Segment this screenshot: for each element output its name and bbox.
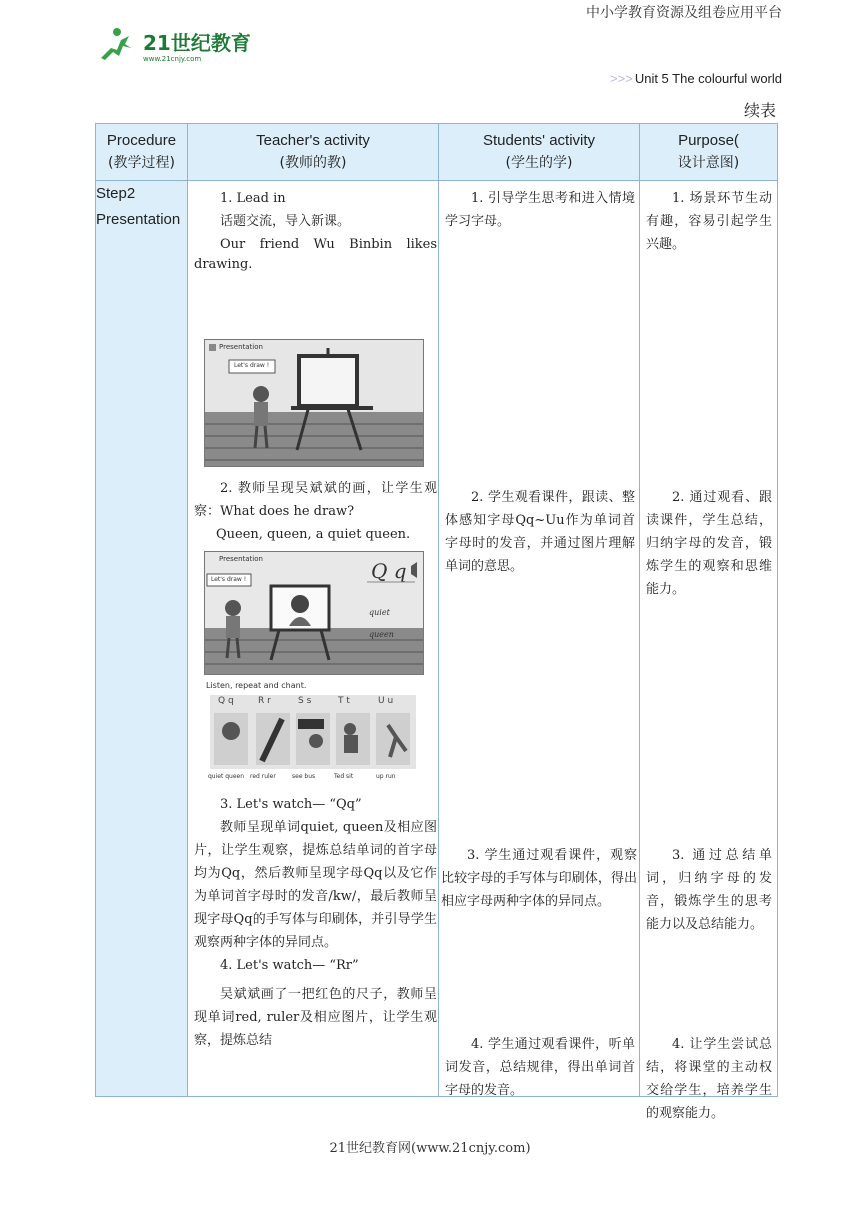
- unit-arrows: >>>: [610, 71, 633, 86]
- unit-title: [610, 71, 782, 86]
- presentation-image-1: [204, 339, 424, 467]
- img2-word-quiet: quiet: [369, 608, 390, 617]
- img1-bubble: Let's draw !: [234, 362, 270, 369]
- purpose-cell: [640, 181, 778, 1121]
- header-purpose: Purpose( 设计意图): [640, 124, 778, 181]
- chant-word: up run: [376, 773, 396, 780]
- page-footer: 21世纪教育网(www.21cnjy.com): [329, 1141, 531, 1156]
- show-picture-text: 2. 教师呈现吴斌斌的画，让学生观察：What does he draw?: [194, 481, 437, 519]
- chant-word: Ted sit: [334, 773, 354, 780]
- chant-letter: R r: [258, 696, 271, 706]
- chant-letter: S s: [298, 696, 312, 706]
- purpose-step-4: 4. 让学生尝试总结，将课堂的主动权交给学生，培养学生的观察能力。: [646, 1037, 772, 1121]
- header-teacher: Teacher's activity (教师的教): [188, 124, 439, 181]
- watch-q-body: 教师呈现单词quiet, queen及相应图片，让学生观察，提炼总结单词的首字母均为Qq，然后教师呈现字母Qq以及它作为单词首字母时的发音/kw/，最后教师呈现字母Qq的手写体与印刷体，并引导学生观察两种字体的异同点。: [194, 820, 437, 950]
- unit-title-text: Unit 5 The colourful world: [634, 71, 782, 86]
- img1-tag: Presentation: [219, 343, 263, 351]
- step-cell: Step2 Presentation: [96, 181, 188, 1097]
- svg-text:Q q: Q q: [371, 559, 407, 583]
- students-step-1: 1. 引导学生思考和进入情境学习字母。: [445, 191, 635, 229]
- site-name: 中小学教育资源及组卷应用平台: [586, 5, 782, 21]
- chant-word: see bus: [292, 773, 316, 780]
- watch-r-body: 吴斌斌画了一把红色的尺子，教师呈现单词red, ruler及相应图片，让学生观察，提炼总结: [194, 987, 437, 1048]
- chant-image: [204, 681, 422, 785]
- chant-caption: Listen, repeat and chant.: [206, 681, 307, 690]
- continued-label: 续表: [743, 103, 776, 120]
- table-header-row: [96, 124, 778, 181]
- header-students: Students' activity (学生的学): [439, 124, 640, 181]
- logo-url: www.21cnjy.com: [143, 55, 202, 63]
- table-row: [96, 181, 778, 1097]
- students-activity-cell: [439, 181, 640, 1097]
- procedure-table: [95, 123, 778, 1121]
- img2-word-queen: queen: [369, 630, 394, 639]
- students-step-3: 3. 学生通过观看课件，观察比较字母的手写体与印刷体，得出相应字母两种字体的异同点。: [441, 848, 637, 909]
- watch-r-title: 4. Let's watch— “Rr”: [220, 958, 359, 973]
- lead-in-en: Our friend Wu Binbin likes drawing.: [194, 237, 437, 272]
- teacher-activity-cell: [188, 181, 439, 1097]
- lead-in-cn: 话题交流，导入新课。: [220, 214, 351, 229]
- lead-in-title: 1. Lead in: [220, 191, 286, 206]
- header-procedure: Procedure (教学过程): [96, 124, 188, 181]
- chant-word: quiet queen: [208, 773, 245, 780]
- purpose-step-3: 3. 通过总结单词，归纳字母的发音，锻炼学生的思考能力以及总结能力。: [646, 848, 772, 932]
- students-step-4: 4. 学生通过观看课件，听单词发音，总结规律，得出单词首字母的发音。: [445, 1037, 635, 1098]
- queen-line: Queen, queen, a quiet queen.: [216, 527, 411, 542]
- purpose-step-1: 1. 场景环节生动有趣，容易引起学生兴趣。: [646, 191, 772, 252]
- site-logo: [95, 26, 255, 66]
- runner-icon: [101, 28, 131, 60]
- watch-q-title: 3. Let's watch— “Qq”: [220, 797, 362, 812]
- chant-letter: Q q: [218, 696, 234, 706]
- chant-letter: U u: [378, 696, 394, 706]
- logo-text: 21世纪教育: [143, 31, 251, 55]
- chant-word: red ruler: [250, 773, 276, 780]
- students-step-2: 2. 学生观看课件，跟读、整体感知字母Qq~Uu作为单词首字母时的发音，并通过图片理解单词的意思。: [445, 490, 635, 574]
- img2-tag: Presentation: [219, 555, 263, 563]
- purpose-step-2: 2. 通过观看、跟读课件，学生总结，归纳字母的发音，锻炼学生的观察和思维能力。: [646, 490, 772, 597]
- presentation-image-2: [204, 551, 424, 675]
- img2-bubble: Let's draw !: [211, 576, 247, 583]
- chant-letter: T t: [338, 696, 350, 706]
